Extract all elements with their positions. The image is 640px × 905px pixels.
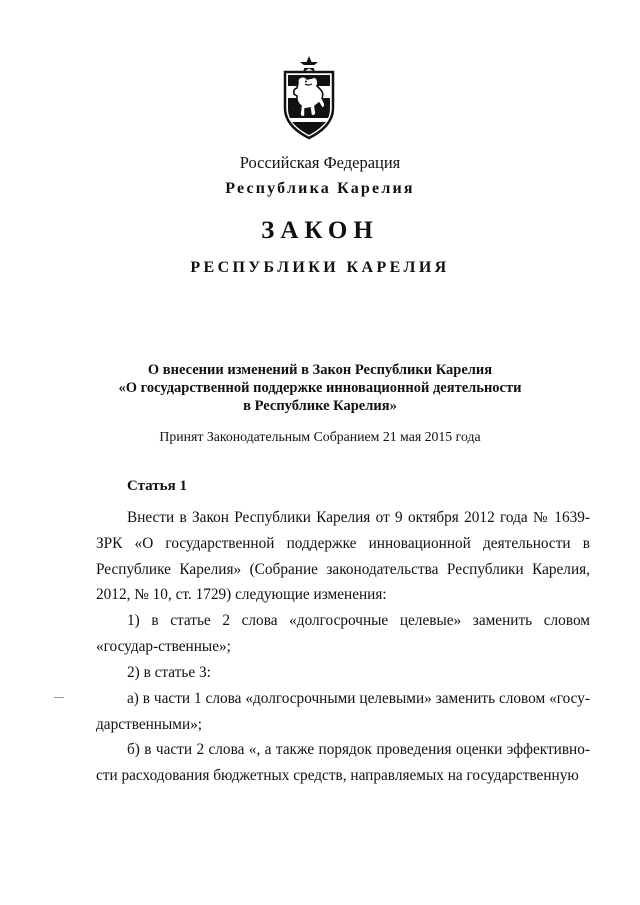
law-title: ЗАКОН [261, 217, 379, 244]
article-title: Статья 1 [127, 478, 187, 494]
law-heading-line-3: в Республике Карелия» [243, 398, 397, 414]
republic-name: Республика Карелия [225, 180, 415, 197]
article-paragraph-item-2: 2) в статье 3: [127, 664, 211, 681]
law-heading-line-1: О внесении изменений в Закон Республики Карелия [147, 362, 493, 378]
article-paragraph-item-2a: а) в части 1 слова «долгосрочными целевыми» заменить словом «госу-дарственными»; [96, 690, 590, 733]
country-name: Российская Федерация [239, 153, 401, 172]
article-paragraph-item-1: 1) в статье 2 слова «долгосрочные целевые» заменить словом «государ-ственные»; [96, 612, 590, 655]
adoption-date: Принят Законодательным Собранием 21 мая 2015 года [159, 429, 481, 444]
law-subtitle: РЕСПУБЛИКИ КАРЕЛИЯ [190, 259, 450, 276]
scan-margin-mark [54, 697, 64, 698]
karelia-coat-of-arms-icon [279, 56, 339, 140]
article-paragraph-item-2b: б) в части 2 слова «, а также порядок проведения оценки эффективно-сти расходования бюджетных средств, направляемых на государственную [96, 741, 590, 784]
law-heading-line-2: «О государственной поддержке инновационной деятельности [118, 380, 522, 396]
article-paragraph-intro: Внести в Закон Республики Карелия от 9 октября 2012 года № 1639-ЗРК «О государственной поддержке инновационной деятельности в Республике Карелия» (Собрание законодательства Республики Карелия, 2012, № 10, ст. 1729) следующие изменения: [96, 509, 590, 604]
